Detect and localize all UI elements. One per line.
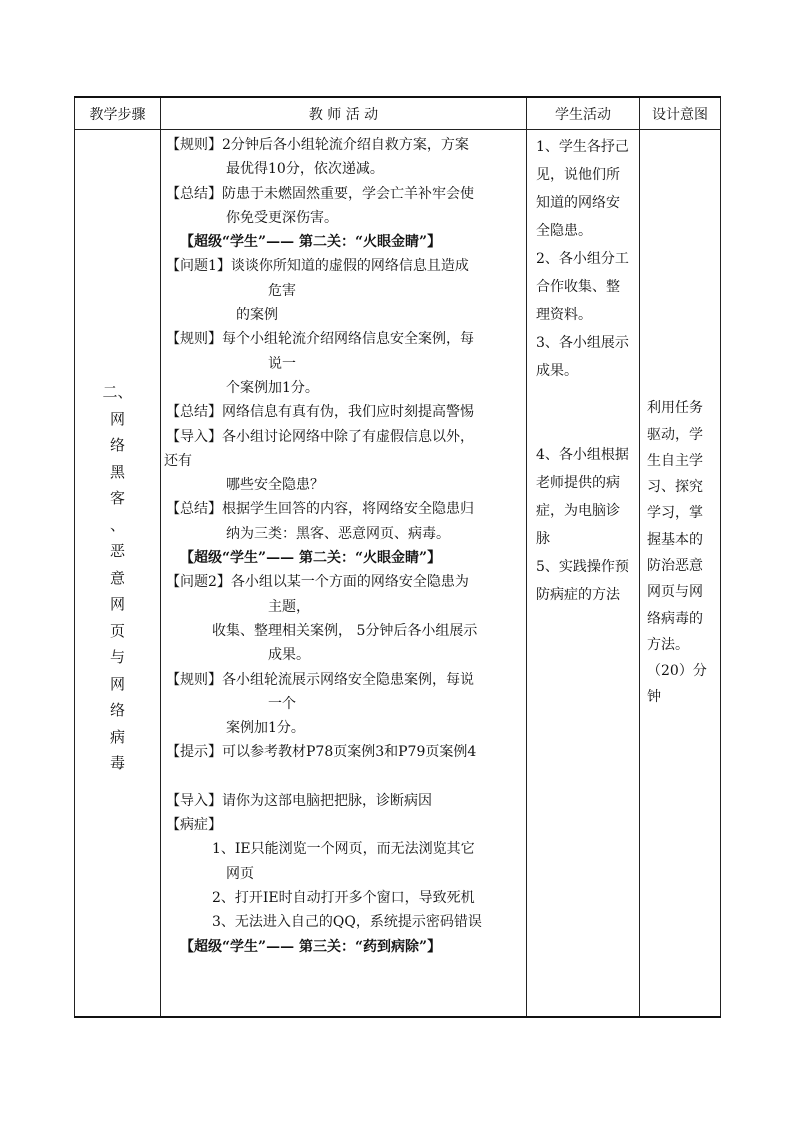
- design-line: 钟: [647, 689, 661, 706]
- student-line: 4、各小组根据: [536, 447, 629, 463]
- student-line: 1、学生各抒己: [536, 139, 629, 155]
- teacher-line: 收集、整理相关案例， 5分钟后各小组展示: [212, 622, 478, 639]
- step-title-char: 网: [109, 595, 125, 614]
- step-title-char: 、: [109, 515, 125, 534]
- teacher-line: 成果。: [268, 647, 310, 664]
- student-line: 症，为电脑诊: [536, 503, 620, 519]
- stage-heading: 【超级“学生”—— 第三关：“药到病除”】: [180, 938, 442, 955]
- student-activity-cell: [527, 130, 640, 1018]
- design-line: 络病毒的: [647, 610, 703, 627]
- stage-heading: 【超级“学生”—— 第二关：“火眼金睛”】: [180, 550, 442, 567]
- step-title-char: 页: [109, 621, 125, 640]
- design-line: 握基本的: [647, 531, 703, 548]
- student-line: [529, 384, 635, 412]
- design-intent-cell: [640, 130, 721, 1018]
- step-title-char: 网: [109, 409, 125, 428]
- design-line: 方法。: [647, 636, 689, 653]
- content-row: [75, 130, 721, 1018]
- teacher-line: 你免受更深伤害。: [226, 209, 338, 226]
- step-title-char: 与: [109, 648, 125, 667]
- design-line: 习、探究: [647, 479, 703, 496]
- design-line: 学习，掌: [647, 505, 703, 522]
- student-line: 理资料。: [536, 307, 592, 323]
- student-line: 2、各小组分工: [536, 251, 629, 267]
- teacher-line: 【规则】2分钟后各小组轮流介绍自救方案，方案: [166, 137, 469, 153]
- stage-heading: 【超级“学生”—— 第二关：“火眼金睛”】: [180, 234, 442, 251]
- step-title-char: 恶: [109, 542, 125, 561]
- student-line: 合作收集、整: [536, 279, 620, 295]
- teacher-line: 危害: [268, 282, 296, 299]
- student-line: 全隐患。: [536, 223, 592, 239]
- teacher-line: 案例加1分。: [226, 720, 305, 737]
- design-line: （20）分: [647, 663, 707, 680]
- teacher-line: 还有: [164, 452, 192, 469]
- teacher-line: [166, 765, 522, 789]
- step-title-char: 客: [109, 489, 125, 508]
- teacher-line: 最优得10分，依次递减。: [226, 161, 384, 178]
- student-line: 见，说他们所: [536, 167, 620, 183]
- step-title-char: 黑: [109, 462, 125, 481]
- lesson-plan-table: [74, 96, 721, 1018]
- design-line: 驱动，学: [647, 426, 703, 443]
- step-title-char: 二、: [102, 383, 133, 402]
- teacher-line: 【病症】: [166, 817, 222, 834]
- header-step: 教学步骤: [75, 97, 161, 130]
- design-line: 利用任务: [647, 400, 703, 417]
- teacher-line: 主题，: [268, 598, 310, 615]
- design-line: 防治恶意: [647, 558, 703, 574]
- header-row: [75, 97, 721, 130]
- teacher-line: 【问题1】谈谈你所知道的虚假的网络信息且造成: [166, 258, 469, 275]
- teacher-line: 【总结】防患于未燃固然重要，学会亡羊补牢会使: [166, 185, 474, 202]
- step-title-char: 毒: [109, 754, 125, 773]
- step-title-char: 意: [109, 568, 125, 587]
- design-line: 网页与网: [647, 584, 703, 601]
- teacher-line: 说一: [268, 355, 296, 372]
- teacher-line: 【总结】网络信息有真有伪，我们应时刻提高警惕: [166, 404, 474, 421]
- teacher-line: 【导入】各小组讨论网络中除了有虚假信息以外，: [166, 428, 474, 445]
- student-line: 成果。: [536, 363, 578, 379]
- teacher-activity-cell: [161, 130, 527, 1018]
- teacher-line: 【总结】根据学生回答的内容，将网络安全隐患归: [166, 501, 474, 518]
- teacher-line: 【问题2】各小组以某一个方面的网络安全隐患为: [166, 574, 469, 591]
- student-line: 老师提供的病: [536, 475, 620, 491]
- teacher-line: 1、IE只能浏览一个网页，而无法浏览其它: [212, 841, 475, 858]
- student-line: 防病症的方法: [536, 587, 620, 603]
- teacher-line: 哪些安全隐患？: [226, 477, 324, 494]
- step-title-char: 络: [109, 701, 125, 720]
- teacher-line: 个案例加1分。: [226, 379, 319, 396]
- teacher-line: 网页: [226, 865, 254, 882]
- teacher-line: 【导入】请你为这部电脑把把脉，诊断病因: [166, 792, 432, 809]
- student-line: [529, 412, 635, 440]
- student-line: 3、各小组展示: [536, 335, 629, 351]
- step-title-cell: [75, 130, 161, 1018]
- student-line: 知道的网络安: [536, 195, 620, 211]
- teacher-line: 的案例: [236, 307, 278, 324]
- step-title-char: 络: [109, 436, 125, 455]
- step-title-char: 病: [109, 727, 125, 746]
- teacher-line: 一个: [268, 695, 296, 712]
- teacher-line: 【提示】可以参考教材P78页案例3和P79页案例4: [166, 744, 477, 761]
- header-design: 设计意图: [640, 97, 721, 130]
- header-student: 学生活动: [527, 97, 640, 130]
- header-teacher: 教 师 活 动: [161, 97, 527, 130]
- student-line: 5、实践操作预: [536, 559, 629, 575]
- teacher-line: 【规则】每个小组轮流介绍网络信息安全案例，每: [166, 331, 474, 348]
- teacher-line: 2、打开IE时自动打开多个窗口，导致死机: [212, 889, 475, 906]
- teacher-line: 纳为三类：黑客、恶意网页、病毒。: [226, 525, 450, 542]
- step-title-char: 网: [109, 674, 125, 693]
- design-line: 生自主学: [647, 452, 703, 469]
- teacher-line: 3、无法进入自己的QQ，系统提示密码错误: [212, 914, 482, 931]
- student-line: 脉: [536, 531, 550, 547]
- teacher-line: 【规则】各小组轮流展示网络安全隐患案例，每说: [166, 671, 474, 688]
